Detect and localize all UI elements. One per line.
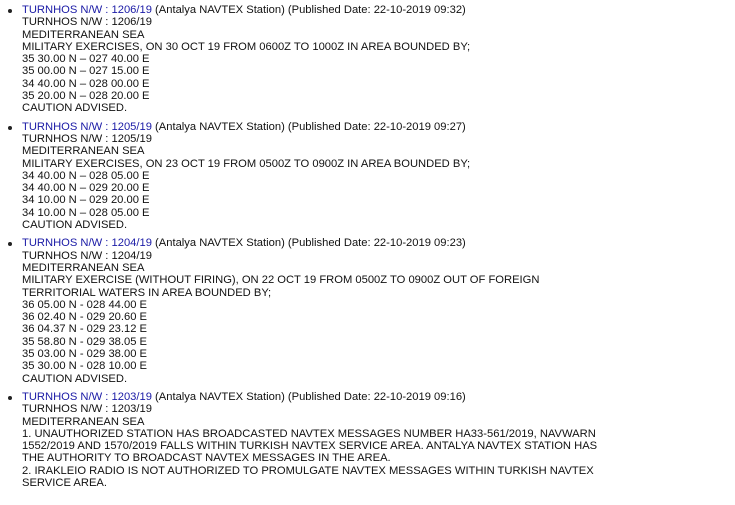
notice-line: TERRITORIAL WATERS IN AREA BOUNDED BY; xyxy=(22,286,272,299)
notice-line: 1552/2019 AND 1570/2019 FALLS WITHIN TURKISH NAVTEX SERVICE AREA. ANTALYA NAVTEX STATION HAS xyxy=(22,440,598,453)
notice-line: 35 03.00 N - 029 38.00 E xyxy=(22,348,148,361)
notice-item xyxy=(0,121,735,232)
notice-line: MILITARY EXERCISE (WITHOUT FIRING), ON 22 OCT 19 FROM 0500Z TO 0900Z OUT OF FOREIGN xyxy=(22,274,540,287)
notice-line: CAUTION ADVISED. xyxy=(22,372,128,385)
notice-line: MILITARY EXERCISES, ON 23 OCT 19 FROM 0500Z TO 0900Z IN AREA BOUNDED BY; xyxy=(22,157,471,170)
notice-meta: (Antalya NAVTEX Station) (Published Date: 22-10-2019 09:32) xyxy=(151,4,466,16)
notice-line: 35 30.00 N - 028 10.00 E xyxy=(22,360,148,373)
notice-line: 35 30.00 N – 027 40.00 E xyxy=(22,53,150,66)
notice-line: 36 02.40 N - 029 20.60 E xyxy=(22,311,148,324)
notice-line: TURNHOS N/W : 1206/19 xyxy=(22,16,152,29)
notice-line: 35 58.80 N - 029 38.05 E xyxy=(22,335,148,348)
notice-line: 34 40.00 N – 028 00.00 E xyxy=(22,77,150,90)
notice-line: MEDITERRANEAN SEA xyxy=(22,28,145,41)
notice-line: 2. IRAKLEIO RADIO IS NOT AUTHORIZED TO PROMULGATE NAVTEX MESSAGES WITHIN TURKISH NAVTEX xyxy=(22,464,594,477)
notice-link[interactable]: TURNHOS N/W : 1203/19 xyxy=(22,390,152,403)
bullet-icon xyxy=(8,126,12,130)
notice-line: 36 05.00 N - 028 44.00 E xyxy=(22,298,148,311)
notice-meta: (Antalya NAVTEX Station) (Published Date: 22-10-2019 09:27) xyxy=(151,120,466,133)
notice-meta: (Antalya NAVTEX Station) (Published Date: 22-10-2019 09:16) xyxy=(151,390,466,403)
notice-line: MEDITERRANEAN SEA xyxy=(22,261,145,274)
notice-line: MEDITERRANEAN SEA xyxy=(22,145,145,158)
notice-line: 35 20.00 N – 028 20.00 E xyxy=(22,90,150,103)
notice-body xyxy=(22,250,730,385)
notice-line: TURNHOS N/W : 1204/19 xyxy=(22,249,152,262)
notice-line: 34 40.00 N – 028 05.00 E xyxy=(22,169,150,182)
notice-line: SERVICE AREA. xyxy=(22,476,107,489)
notice-line: TURNHOS N/W : 1205/19 xyxy=(22,132,152,145)
notice-item xyxy=(0,4,735,115)
notice-line: 36 04.37 N - 029 23.12 E xyxy=(22,323,148,336)
notice-line: MILITARY EXERCISES, ON 30 OCT 19 FROM 0600Z TO 1000Z IN AREA BOUNDED BY; xyxy=(22,40,471,53)
bullet-icon xyxy=(8,9,12,13)
bullet-icon xyxy=(8,242,12,246)
notice-body xyxy=(22,133,730,231)
notice-header xyxy=(22,4,735,16)
notice-line: 34 40.00 N – 029 20.00 E xyxy=(22,182,150,195)
bullet-icon xyxy=(8,396,12,400)
notice-line: 1. UNAUTHORIZED STATION HAS BROADCASTED NAVTEX MESSAGES NUMBER HA33-561/2019, NAVWARN xyxy=(22,427,596,440)
notice-line: TURNHOS N/W : 1203/19 xyxy=(22,403,152,416)
notice-line: 35 00.00 N – 027 15.00 E xyxy=(22,65,150,78)
notice-item xyxy=(0,391,735,489)
notice-line: THE AUTHORITY TO BROADCAST NAVTEX MESSAGES IN THE AREA. xyxy=(22,452,391,465)
notice-header xyxy=(22,121,735,133)
notice-line: CAUTION ADVISED. xyxy=(22,219,128,232)
notice-link[interactable]: TURNHOS N/W : 1206/19 xyxy=(22,4,152,16)
notice-line: CAUTION ADVISED. xyxy=(22,102,128,115)
notice-item xyxy=(0,237,735,385)
notice-link[interactable]: TURNHOS N/W : 1204/19 xyxy=(22,237,152,250)
notice-line: 34 10.00 N – 029 20.00 E xyxy=(22,194,150,207)
notice-link[interactable]: TURNHOS N/W : 1205/19 xyxy=(22,120,152,133)
notice-header xyxy=(22,237,735,249)
notice-body xyxy=(22,16,730,114)
notice-body xyxy=(22,403,730,489)
notice-meta: (Antalya NAVTEX Station) (Published Date: 22-10-2019 09:23) xyxy=(151,237,466,250)
notice-header xyxy=(22,391,735,403)
notice-line: 34 10.00 N – 028 05.00 E xyxy=(22,206,150,219)
notice-line: MEDITERRANEAN SEA xyxy=(22,415,145,428)
